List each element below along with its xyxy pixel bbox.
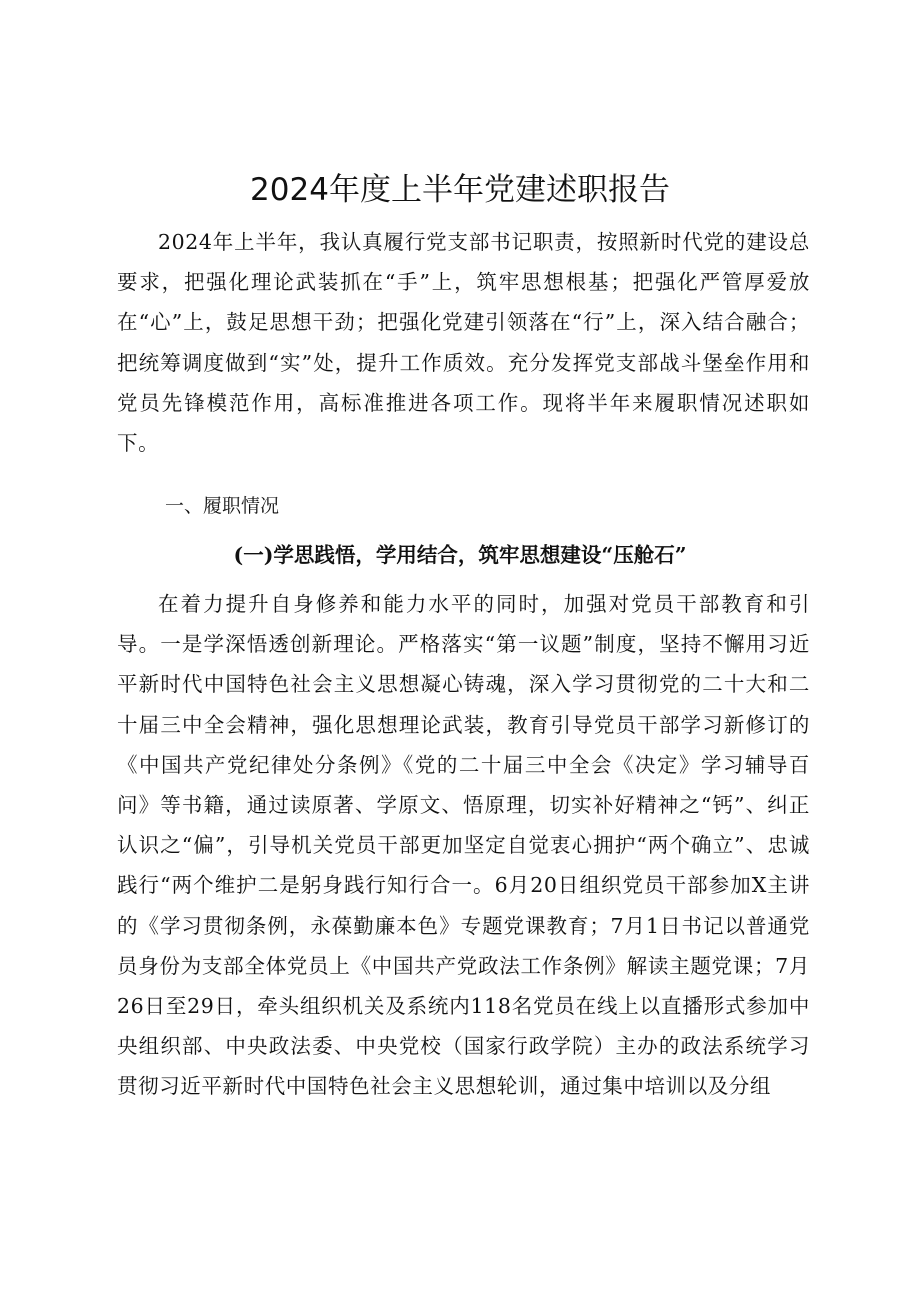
intro-paragraph: 2024年上半年，我认真履行党支部书记职责，按照新时代党的建设总要求，把强化理论武装抓在“手”上，筑牢思想根基；把强化严管厚爱放在“心”上，鼓足思想干劲；把强化党建引领落在“行”上，深入结合融合；把统筹调度做到“实”处，提升工作质效。充分发挥党支部战斗堡垒作用和党员先锋模范作用，高标准推进各项工作。现将半年来履职情况述职如下。 — [117, 230, 810, 456]
body-paragraph: 在着力提升自身修养和能力水平的同时，加强对党员干部教育和引导。一是学深悟透创新理论。严格落实“第一议题”制度，坚持不懈用习近平新时代中国特色社会主义思想凝心铸魂，深入学习贯彻党的二十大和二十届三中全会精神，强化思想理论武装，教育引导党员干部学习新修订的《中国共产党纪律处分条例》《党的二十届三中全会《决定》学习辅导百问》等书籍，通过读原著、学原文、悟原理，切实补好精神之“钙”、纠正认识之“偏”，引导机关党员干部更加坚定自觉衷心拥护“两个确立”、忠诚践行“两个维护二是躬身践行知行合一。6月20日组织党员干部参加X主讲的《学习贯彻条例，永葆勤廉本色》专题党课教育；7月1日书记以普通党员身份为支部全体党员上《中国共产党政法工作条例》解读主题党课；7月26日至29日，牵头组织机关及系统内118名党员在线上以直播形式参加中央组织部、中央政法委、中央党校（国家行政学院）主办的政法系统学习贯彻习近平新时代中国特色社会主义思想轮训，通过集中培训以及分组 — [117, 592, 810, 1099]
subsection-heading: (一)学思践悟，学用结合，筑牢思想建设“压舱石” — [233, 543, 687, 567]
document-title: 2024年度上半年党建述职报告 — [250, 172, 670, 208]
section-heading: 一、履职情况 — [165, 495, 280, 517]
